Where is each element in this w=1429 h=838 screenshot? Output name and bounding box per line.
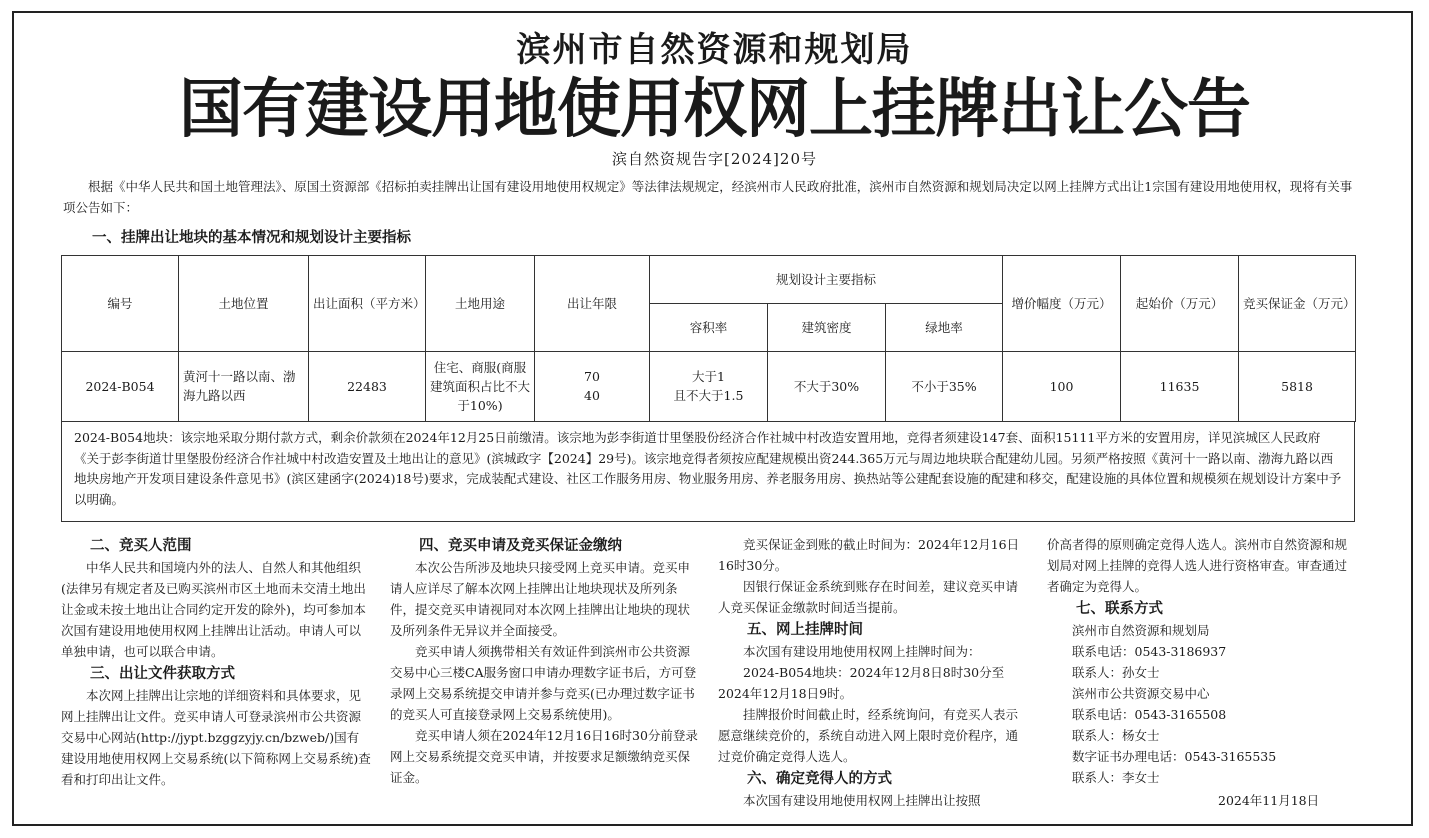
intro-paragraph: 根据《中华人民共和国土地管理法》、原国土资源部《招标拍卖挂牌出让国有建设用地使用权规定》等法律法规规定，经滨州市人民政府批准，滨州市自然资源和规划局决定以网上挂牌方式出让1宗国有建设用地使用权，现将有关事项公告如下： [63, 179, 1353, 215]
header-area: 出让面积（平方米） [309, 256, 426, 352]
column-3 [718, 534, 1030, 811]
header-start-price: 起始价（万元） [1121, 256, 1239, 352]
contact-line: 联系电话：0543-3186937 [1072, 644, 1227, 659]
cell-density: 不大于30% [768, 351, 886, 421]
section-3-title: 三、出让文件获取方式 [90, 665, 235, 682]
cell-term-commercial: 40 [584, 388, 600, 404]
section-5-title: 五、网上挂牌时间 [747, 621, 863, 638]
cell-location: 黄河十一路以南、渤海九路以西 [179, 351, 309, 421]
publish-date: 2024年11月18日 [1218, 793, 1320, 808]
cell-green: 不小于35% [886, 351, 1003, 421]
section-1-title: 一、挂牌出让地块的基本情况和规划设计主要指标 [92, 229, 411, 246]
header-increment: 增价幅度（万元） [1003, 256, 1121, 352]
cell-use: 住宅、商服(商服建筑面积占比不大于10%) [426, 351, 535, 421]
header-deposit: 竞买保证金（万元） [1239, 256, 1356, 352]
header-term: 出让年限 [535, 256, 650, 352]
issuer-org: 滨州市自然资源和规划局 [516, 30, 913, 70]
section-2-paragraph: 中华人民共和国境内外的法人、自然人和其他组织(法律另有规定者及已购买滨州市区土地而未交清土地出让金或未按土地出让合同约定开发的除外)，均可参加本次国有建设用地使用权网上挂牌出让活动。申请人可以单独申请，也可以联合申请。 [61, 560, 366, 659]
contact-line: 联系人：孙女士 [1072, 665, 1160, 680]
column-4 [1047, 534, 1359, 788]
section-6-title: 六、确定竞得人的方式 [747, 770, 892, 787]
parcel-note: 2024-B054地块：该宗地采取分期付款方式，剩余价款须在2024年12月25日前缴清。该宗地为彭李街道廿里堡股份经济合作社城中村改造安置用地，竞得者须建设147套、面积15111平方米的安置用房，详见滨城区人民政府《关于彭李街道廿里堡股份经济合作社城中村改造安置及土地出让的意见》(滨城政字【2024】29号)。该宗地竞得者须按应配建规模出资244.365万元与周边地块联合配建幼儿园。另须严格按照《黄河十一路以南、渤海九路以西地块房地产开发项目建设条件意见书》(滨区建函字(2024)18号)要求，完成装配式建设、社区工作服务用房、物业服务用房、养老服务用房、换热站等公建配套设施的配建和移交，配建设施的具体位置和规模须在规划设计方案中予以明确。 [61, 421, 1355, 522]
land-parcel-table [61, 255, 1356, 422]
section-4-paragraph-3: 竞买申请人须在2024年12月16日16时30分前登录网上交易系统提交竞买申请，并按要求足额缴纳竞买保证金。 [390, 728, 698, 785]
section-4-paragraph-4: 竞买保证金到账的截止时间为：2024年12月16日16时30分。 [718, 537, 1020, 573]
contact-line: 联系电话：0543-3165508 [1072, 707, 1227, 722]
cell-deposit: 5818 [1239, 351, 1356, 421]
contact-line: 联系人：杨女士 [1072, 728, 1160, 743]
header-far: 容积率 [650, 304, 768, 351]
cell-area: 22483 [309, 351, 426, 421]
document-number: 滨自然资规告字[2024]20号 [612, 150, 817, 168]
column-1 [61, 534, 371, 790]
section-4-paragraph-5: 因银行保证金系统到账存在时间差，建议竞买申请人竞买保证金缴款时间适当提前。 [718, 579, 1019, 615]
contact-line: 滨州市公共资源交易中心 [1072, 686, 1210, 701]
contact-line: 联系人：李女士 [1072, 770, 1160, 785]
section-7-title: 七、联系方式 [1076, 600, 1163, 617]
section-4-paragraph-2: 竞买申请人须携带相关有效证件到滨州市公共资源交易中心三楼CA服务窗口申请办理数字证书后，方可登录网上交易系统提交申请并参与竞买(已办理过数字证书的竞买人可直接登录网上交易系统使用)。 [390, 644, 697, 722]
header-planning: 规划设计主要指标 [650, 256, 1003, 304]
section-4-paragraph-1: 本次公告所涉及地块只接受网上竞买申请。竞买申请人应详尽了解本次网上挂牌出让地块现状及所列条件，提交竞买申请视同对本次网上挂牌出让地块的现状及所列条件无异议并全面接受。 [390, 560, 691, 638]
section-3-paragraph: 本次网上挂牌出让宗地的详细资料和具体要求，见网上挂牌出让文件。竞买申请人可登录滨州市公共资源交易中心网站(http://jypt.bzggzyjy.cn/bzweb/)国有建设用地使用权网上交易系统(以下简称网上交易系统)查看和打印出让文件。 [61, 688, 371, 787]
section-5-paragraph-1: 本次国有建设用地使用权网上挂牌时间为： [743, 644, 981, 659]
header-use: 土地用途 [426, 256, 535, 352]
section-6-paragraph-cont: 价高者得的原则确定竞得人选人。滨州市自然资源和规划局对网上挂牌的竞得人选人进行资格审查。审查通过者确定为竞得人。 [1047, 537, 1348, 594]
section-6-paragraph-start: 本次国有建设用地使用权网上挂牌出让按照 [743, 793, 981, 808]
contact-line: 数字证书办理电话：0543-3165535 [1072, 749, 1277, 764]
section-2-title: 二、竞买人范围 [90, 537, 192, 554]
section-4-title: 四、竞买申请及竞买保证金缴纳 [419, 537, 622, 554]
header-location: 土地位置 [179, 256, 309, 352]
column-2 [390, 534, 700, 788]
table-row [62, 351, 1356, 421]
notice-title: 国有建设用地使用权网上挂牌出让公告 [179, 73, 1250, 147]
cell-term-residential: 70 [584, 369, 600, 385]
section-5-paragraph-3: 挂牌报价时间截止时，经系统询问，有竞买人表示愿意继续竞价的，系统自动进入网上限时竞价程序，通过竞价确定竞得人选人。 [718, 707, 1019, 764]
cell-far-min: 大于1 [692, 369, 725, 385]
section-5-paragraph-2: 2024-B054地块：2024年12月8日8时30分至2024年12月18日9时。 [718, 665, 1005, 701]
cell-far [650, 351, 768, 421]
cell-term [535, 351, 650, 421]
cell-increment: 100 [1003, 351, 1121, 421]
cell-start-price: 11635 [1121, 351, 1239, 421]
header-green: 绿地率 [886, 304, 1003, 351]
cell-far-max: 且不大于1.5 [673, 388, 744, 404]
header-density: 建筑密度 [768, 304, 886, 351]
header-id: 编号 [62, 256, 179, 352]
contact-line: 滨州市自然资源和规划局 [1072, 623, 1210, 638]
cell-id: 2024-B054 [62, 351, 179, 421]
